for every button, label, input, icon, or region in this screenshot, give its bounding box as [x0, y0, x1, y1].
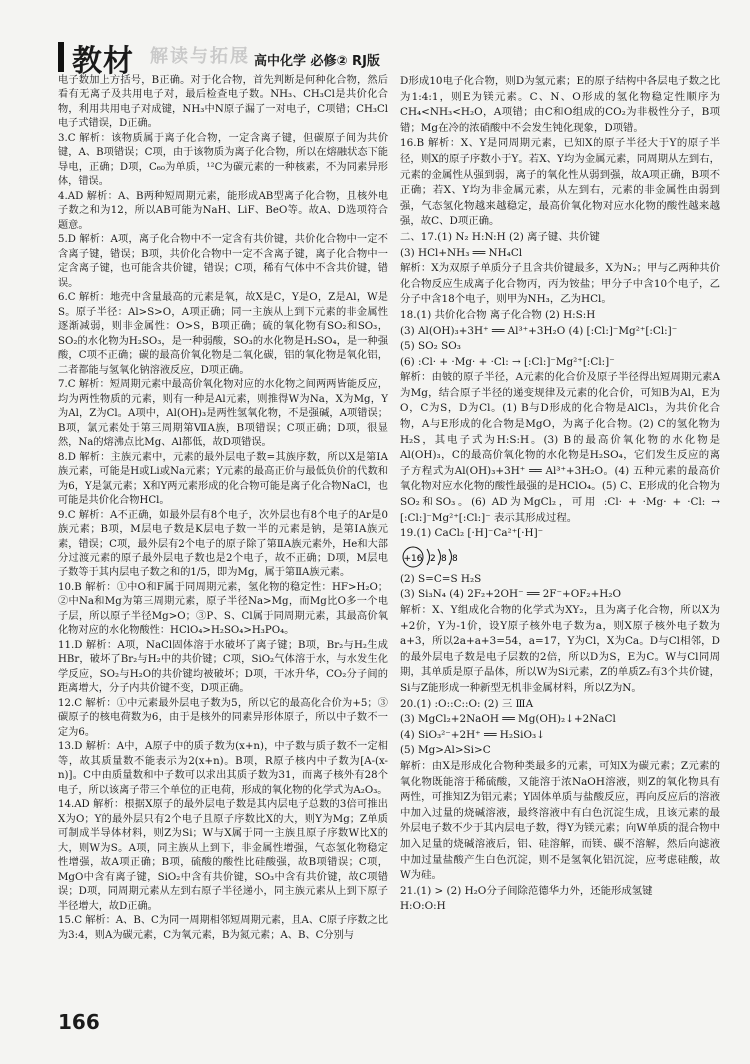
answer-19-3: (3) Si₃N₄ (4) 2F₂+2OH⁻ ══ 2F⁻+OF₂+H₂O — [400, 588, 622, 601]
answer-18-1: 18.(1) 共价化合物 离子化合物 (2) H:S:H — [400, 308, 596, 321]
answer-20-3: (3) MgCl₂+2NaOH ══ Mg(OH)₂↓+2NaCl — [400, 713, 616, 726]
answer-18-5: (5) SO₂ SO₃ — [400, 340, 461, 353]
answer-14: 14.AD 解析：根据X原子的最外层电子数是其内层电子总数的3倍可推出X为O；Y的最外层只有2个电子且原子序数比X的大，则Y为Mg；Z单质可制成半导体材料，则Z为Si；W与X属于同一主族且原子序数W比X的大，则W为S。A项，同主族从上到下，非金属性增强，气态氢化物稳定性增强，故A项正确；B项，硫酸的酸性比硅酸强，故B项错误；C项，MgO中含有离子键，SiO₂中含有共价键，SO₃中含有共价键，故C项错误；D项，同周期元素从左到右原子半径递小，同主族元素从上到下原子半径增大，故D正确。 — [58, 799, 388, 912]
answer-15: 15.C 解析：A、B、C为同一周期相邻短周期元素，且A、C原子序数之比为3:4，则A为碳元素，C为氧元素，B为氮元素；A、B、C分别与 — [58, 915, 388, 941]
answer-18-3: (3) Al(OH)₃+3H⁺ ══ Al³⁺+3H₂O (4) [:Cl:]⁻Mg²⁺[:Cl:]⁻ — [400, 324, 678, 337]
answer-17-1: 二、17.(1) N₂ H:N:H (2) 离子键、共价键 — [400, 230, 600, 243]
page-header — [58, 36, 698, 79]
answer-8: 8.D 解析：主族元素中，元素的最外层电子数=其族序数，所以X是第ⅠA族元素，可能是H或Li或Na元素；Y元素的最高正价与最低负价的代数和为6，Y是氯元素；X和Y两元素形成的化合物可能是离子化合物NaCl，也可能是共价化合物HCl。 — [58, 451, 388, 507]
answer-21-formula: H:O:O:H — [400, 900, 446, 913]
answer-17-3: (3) HCl+NH₃ ══ NH₄Cl — [400, 246, 523, 259]
answer-12: 12.C 解析：①中元素最外层电子数为5，所以它的最高化合价为+5；③碳原子的核电荷数为6，由于是核外的同素异形体原子，所以中子数不一定为6。 — [58, 697, 388, 738]
answer-3: 3.C 解析：该物质属于离子化合物，一定含离子键，但碳原子间为共价键，A、B项错误；C项，由于该物质为离子化合物，所以在熔融状态下能导电，正确；D项，C₆₀为单质，¹²C为碳元素的一种核素，不为同素异形体，错误。 — [58, 132, 388, 188]
answer-9: 9.C 解析：A不正确，如最外层有8个电子，次外层也有8个电子的Ar是0族元素；B项，M层电子数是K层电子数一半的元素是钠，是第ⅠA族元素，错误；C项，最外层有2个电子的原子除了第ⅡA族元素外，He和大部分过渡元素的原子最外层电子数也是2个电子，故不正确；D项，M层电子数等于其内层电子数之和的1/5，即为Mg，属于第ⅡA族元素。 — [58, 509, 388, 579]
header-title: 教材 — [72, 44, 134, 79]
answer-6: 6.C 解析：地壳中含量最高的元素是氧，故X是C，Y是O，Z是Al，W是S。原子半径：Al>S>O，A项正确；同一主族从上到下元素的非金属性逐渐减弱，则非金属性：O>S，B项正确；硫的氧化物有SO₂和SO₃，SO₂的水化物为H₂SO₃，是一种弱酸，SO₃的水化物是H₂SO₄，是一种强酸，C项不正确；碳的最高价氧化物是二氧化碳，铝的氧化物是氧化铝，二者都能与氢氧化钠溶液反应，D项正确。 — [58, 292, 388, 376]
answer-10: 10.B 解析：①中O和F属于同周期元素，氢化物的稳定性：HF>H₂O；②中Na和Mg为第三周期元素，原子半径Na>Mg，而Mg比O多一个电子层，所以原子半径Mg>O；③P、S、Cl属于同周期元素，其最高价氧化物对应的水化物酸性：HClO₄>H₂SO₄>H₃PO₄。 — [58, 581, 388, 637]
answer-13: 13.D 解析：A中，A原子中的质子数为(x+n)，中子数与质子数不一定相等，故其质量数不能表示为2(x+n)。B项，R原子核内中子数为[A-(x-n)]。C中由质量数和中子数可以求出其质子数为31，而离子核外有28个电子，所以该离子带三个单位的正电荷，形成的氧化物的化学式为A₂O₃。 — [58, 741, 388, 796]
answer-4: 4.AD 解析：A、B两种短周期元素，能形成AB型离子化合物，且核外电子数之和为12，所以AB可能为NaH、LiF、BeO等。故A、D选项符合题意。 — [58, 190, 388, 231]
answer-16: 16.B 解析：X、Y是同周期元素，已知X的原子半径大于Y的原子半径，则X的原子序数小于Y。若X、Y均为金属元素，同周期从左到右，元素的金属性从强到弱，离子的氧化性从弱到强，故A项正确，B项不正确；若X、Y均为非金属元素，从左到右，元素的非金属性由弱到强，气态氢化物越来越稳定，最高价氧化物对应水化物的酸性越来越强，故C、D项正确。 — [400, 137, 720, 228]
answer-19-explain: 解析：X、Y组成化合物的化学式为XY₂，且为离子化合物，所以X为+2价，Y为-1价，设Y原子核外电子数为a，则X原子核外电子数为a+3，所以2a+a+3=54，a=17，Y为Cl，X为Ca。D与Cl相邻，D的最外层电子数是电子层数的2倍，所以D为S，E为C。W与Cl同周期，其单质是原子晶体，所以W为Si元素，Z的单质Z₂有3个共价键，Si与Z能形成一种新型无机非金属材料，所以Z为N。 — [400, 604, 720, 694]
answer-21-1: 21.(1) > (2) H₂O分子间除范德华力外，还能形成氢键 — [400, 884, 653, 897]
answer-20-5: (5) Mg>Al>Si>C — [400, 744, 491, 757]
answer-19-1: 19.(1) CaCl₂ [·H]⁻Ca²⁺[·H]⁻ — [400, 527, 544, 540]
answer-5: 5.D 解析：A项，离子化合物中不一定含有共价键，共价化合物中一定不含离子键，错误；B项，共价化合物中一定不含离子键，离子化合物中一定含离子键，也可能含共价键，错误；C项，稀有气体中不含共价键，错误。 — [58, 234, 388, 289]
svg-text:+16: +16 — [403, 553, 423, 564]
answer-15-cont: D形成10电子化合物，则D为氢元素；E的原子结构中各层电子数之比为1:4:1，则E为镁元素。C、N、O形成的氢化物稳定性顺序为CH₄<NH₃<H₂O，A项错；由C和O组成的CO₂为非极性分子，B项错；Mg在冷的浓硝酸中不会发生钝化现象，D项错。 — [400, 75, 720, 134]
right-column — [400, 74, 720, 915]
left-column — [58, 74, 388, 943]
page-number: 166 — [58, 1010, 100, 1034]
answer-20-4: (4) SiO₃²⁻+2H⁺ ══ H₂SiO₃↓ — [400, 728, 545, 741]
answer-paragraph: 电子数加上方括号，B正确。对于化合物，首先判断是何种化合物，然后看有无离子及共用电子对，最后检查电子数。NH₃、CH₃Cl是共价化合物，利用共用电子对成键，NH₃中N原子漏了一对电子，C项错；CH₃Cl电子式错误，D正确。 — [58, 75, 388, 130]
svg-text:8: 8 — [441, 553, 447, 564]
header-bar — [58, 42, 64, 72]
header-subtitle: 解读与拓展 — [150, 46, 250, 67]
answer-18-6: (6) :Cl· + ·Mg· + ·Cl: → [:Cl:]⁻Mg²⁺[:Cl:]⁻ — [400, 355, 615, 368]
svg-text:8: 8 — [452, 553, 458, 564]
answer-18-explain: 解析：由铍的原子半径，A元素的化合价及原子半径得出短周期元素A为Mg，结合原子半径的递变规律及元素的化合价，可知B为Al，E为O，C为S，D为Cl。(1) B与D形成的化合物是AlCl₃，为共价化合物，A与E形成的化合物是MgO，为离子化合物。(2) C的氢化物为H₂S，其电子式为H:S:H。(3) B的最高价氧化物的水化物是Al(OH)₃，C的最高价氧化物的水化物是H₂SO₄，它们发生反应的离子方程式为Al(OH)₃+3H⁺ ══ Al³⁺+3H₂O。(4) 五种元素的最高价氧化物对应水化物的酸性最强的是HClO₄。(5) C、E形成的化合物为SO₂和SO₃。(6) AD为MgCl₂，可用 :Cl· + ·Mg· + ·Cl: → [:Cl:]⁻Mg²⁺[:Cl:]⁻ 表示其形成过程。 — [400, 371, 720, 524]
answer-11: 11.D 解析：A项，NaCl固体溶于水破坏了离子键；B项，Br₂与H₂生成HBr，破坏了Br₂与H₂中的共价键；C项，SiO₂气体溶于水，与水发生化学反应，SO₂与H₂O的共价键均被破坏；D项，干冰升华，CO₂分子间的距离增大，分子内共价键不变，D项正确。 — [58, 639, 388, 695]
answer-7: 7.C 解析：短周期元素中最高价氧化物对应的水化物之间两两皆能反应，均为两性物质的元素，则有一种是Al元素，则推得W为Na，X为Mg，Y为Al，Z为Cl。A项中，Al(OH)₃是两性氢氧化物，不是强碱，A项错误；B项，氯元素处于第三周期第ⅦA族，B项错误；C项正确；D项，很显然，Na的熔沸点比Mg、Al都低，故D项错误。 — [58, 379, 388, 449]
header-book-info: 高中化学 必修② RJ版 — [254, 54, 380, 69]
svg-text:2: 2 — [430, 553, 436, 564]
answer-20-explain: 解析：由X是形成化合物种类最多的元素，可知X为碳元素；Z元素的氧化物既能溶于稀硫酸，又能溶于浓NaOH溶液，则Z的氧化物具有两性，可推知Z为铝元素；Y固体单质与盐酸反应，再向反应后的溶液中加入过量的烧碱溶液，最终溶液中有白色沉淀生成，且该元素的最外层电子数不少于其内层电子数，得Y为镁元素；向W单质的混合物中加入足量的烧碱溶液后，铝、硅溶解，而镁、碳不溶解，然后向滤液中加过量盐酸产生白色沉淀，则不是氢氧化铝沉淀，应考虑硅酸，故W为硅。 — [400, 759, 720, 882]
answer-19-2: (2) S=C=S H₂S — [400, 572, 482, 585]
answer-17-explain: 解析：X为双原子单质分子且含共价键最多，X为N₂；甲与乙两种共价化合物反应生成离子化合物丙，丙为铵盐；甲分子中含10个电子，乙分子中含18个电子，则甲为NH₃，乙为HCl。 — [400, 262, 720, 306]
sulfur-atom-structure-diagram — [400, 544, 490, 570]
answer-20-1: 20.(1) :O::C::O: (2) 三 ⅢA — [400, 697, 534, 710]
